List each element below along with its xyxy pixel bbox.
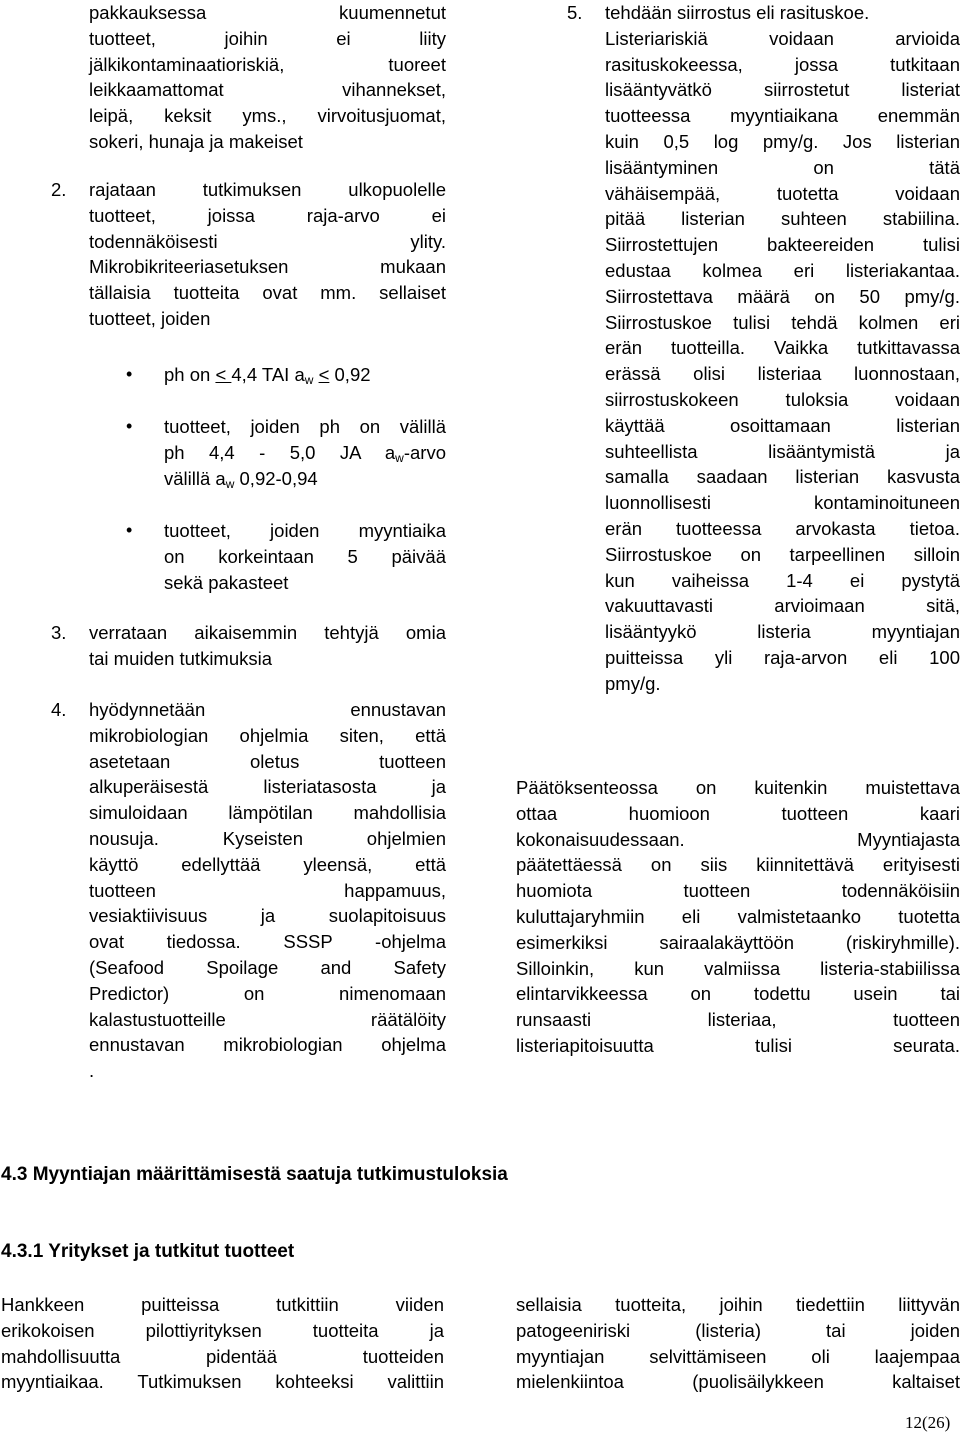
text-line: mikrobiologian ohjelmia siten, että: [89, 724, 446, 746]
text-line: tuotteen happamuus,: [89, 879, 446, 901]
text-line: tuotteet, joiden myyntiaika: [164, 520, 446, 541]
text-line: ottaa huomioon tuotteen kaari: [516, 802, 960, 824]
text-line: Siirrostuskoe on tarpeellinen silloin: [605, 543, 960, 565]
text-line: myyntiaikaa. Tutkimuksen kohteeksi valittiin: [1, 1371, 444, 1393]
text-line: rasituskokeessa, jossa tutkitaan: [605, 53, 960, 75]
text-line: mahdollisuutta pidentää tuotteiden: [1, 1345, 444, 1367]
text-line: sellaisia tuotteita, joihin tiedettiin liittyvän: [516, 1294, 960, 1315]
text-line: pakkauksessa kuumennetut: [89, 2, 446, 23]
text-line: jälkikontaminaatioriskiä, tuoreet: [89, 53, 446, 75]
text-line: Siirrostettujen bakteereiden tulisi: [605, 234, 960, 256]
text-line: vähäisempää, tuotetta voidaan: [605, 182, 960, 204]
bullet-item-2: [126, 414, 446, 491]
text-line: verrataan aikaisemmin tehtyjä omia: [89, 622, 446, 643]
item-5-body: [605, 0, 960, 697]
list-number: 3.: [51, 622, 67, 643]
text-line: lisääntyykö listeria myyntiajan: [605, 621, 960, 643]
text-line: vakuuttavasti arvioimaan sitä,: [605, 595, 960, 617]
text-line: erän tuotteilla. Vaikka tutkittavassa: [605, 337, 960, 359]
list-number: 5.: [567, 2, 583, 23]
text-line: tuotteessa myyntiaikana enemmän: [605, 105, 960, 127]
text-line: hyödynnetään ennustavan: [89, 699, 446, 720]
list-item-2: [51, 177, 446, 332]
text-line: leikkaamattomat vihannekset,: [89, 79, 446, 101]
text-line: Listeriariskiä voidaan arvioida: [605, 27, 960, 49]
bullet-item-1: [126, 362, 446, 388]
text-line: ph on < 4,4 TAI $a_w < 0,92$: [164, 364, 371, 387]
section-heading-4-3: 4.3 Myyntiajan määrittämisestä saatuja tutkimustuloksia: [1, 1164, 508, 1185]
text-line: puitteissa yli raja-arvon eli 100: [605, 646, 960, 668]
text-line: tai muiden tutkimuksia: [89, 647, 273, 669]
list-item-4: [51, 697, 446, 1084]
text-line: tuotteet, joihin ei liity: [89, 27, 446, 49]
text-line: erän tuotteessa arvokasta tietoa.: [605, 517, 960, 539]
text-line: Siirrostettava määrä on 50 pmy/g.: [605, 285, 960, 307]
text-line: siirrostuskokeen tuloksia voidaan: [605, 388, 960, 410]
text-line: Silloinkin, kun valmiissa listeria-stabiilissa: [516, 957, 960, 979]
text-line: tehdään siirrostus eli rasituskoe.: [605, 2, 870, 23]
bullet-icon: •: [126, 364, 133, 384]
text-line: välillä $a_w$ 0,92-0,94: [164, 467, 318, 491]
text-line: kuin 0,5 log pmy/g. Jos listerian: [605, 130, 960, 152]
bullet-icon: •: [126, 416, 133, 436]
bottom-left-paragraph: [1, 1292, 444, 1395]
text-line: suhteellista lisääntymistä ja: [605, 440, 960, 462]
text-line: luonnollisesti kontaminoituneen: [605, 492, 960, 514]
list-number: 4.: [51, 699, 67, 720]
text-line: Predictor) on nimenomaan: [89, 982, 446, 1004]
text-line: huomiota tuotteen todennäköisiin: [516, 880, 960, 902]
text-line: pmy/g.: [605, 672, 661, 694]
text-line: tuotteet, joissa raja-arvo ei: [89, 204, 446, 226]
text-line: edustaa kolmea eri listeriakantaa.: [605, 259, 960, 281]
text-line: leipä, keksit yms., virvoitusjuomat,: [89, 105, 446, 127]
text-line: käyttää osoittamaan listerian: [605, 414, 960, 436]
text-line: Mikrobikriteeriasetuksen mukaan: [89, 256, 446, 278]
text-line: on korkeintaan 5 päivää: [164, 545, 446, 567]
text-line: pitää listerian suhteen stabiilina.: [605, 208, 960, 230]
text-line: rajataan tutkimuksen ulkopuolelle: [89, 179, 446, 200]
text-line: ovat tiedossa. SSSP -ohjelma: [89, 931, 446, 953]
text-line: Hankkeen puitteissa tutkittiin viiden: [1, 1294, 444, 1315]
text-line: tuotteet, joiden ph on välillä: [164, 416, 446, 437]
bullet-icon: •: [126, 520, 133, 540]
text-line: .: [89, 1060, 95, 1082]
text-line: asetetaan oletus tuotteen: [89, 750, 446, 772]
page-number: 12(26): [905, 1413, 951, 1432]
text-line: tuotteet, joiden: [89, 307, 211, 329]
bottom-right-paragraph: [516, 1292, 960, 1395]
text-line: sokeri, hunaja ja makeiset: [89, 130, 303, 152]
text-line: todennäköisesti ylity.: [89, 230, 446, 252]
text-line: Päätöksenteossa on kuitenkin muistettava: [516, 777, 960, 798]
text-line: listeriapitoisuutta tulisi seurata.: [516, 1034, 960, 1056]
text-line: samalla saadaan listerian kasvusta: [605, 466, 960, 488]
text-line: mielenkiintoa (puolisäilykkeen kaltaiset: [516, 1371, 960, 1393]
text-line: kokonaisuudessaan. Myyntiajasta: [516, 828, 960, 850]
text-line: sekä pakasteet: [164, 571, 289, 593]
text-line: erikokoisen pilottiyrityksen tuotteita ja: [1, 1319, 444, 1341]
text-line: lisääntyminen on tätä: [605, 156, 960, 178]
text-line: esimerkiksi sairaalakäyttöön (riskiryhmille).: [516, 931, 960, 953]
text-line: kun vaiheissa 1-4 ei pystytä: [605, 569, 960, 591]
text-line: patogeeniriski (listeria) tai joiden: [516, 1319, 960, 1341]
list-number: 2.: [51, 179, 67, 200]
text-line: nousuja. Kyseisten ohjelmien: [89, 827, 446, 849]
right-paragraph: [516, 775, 960, 1059]
text-line: tällaisia tuotteita ovat mm. sellaiset: [89, 282, 446, 304]
text-line: käyttö edellyttää yleensä, että: [89, 853, 446, 875]
text-line: alkuperäisestä listeriatasosta ja: [89, 776, 446, 798]
list-item-5: [567, 0, 960, 697]
list-item-3: [51, 620, 446, 672]
text-line: erässä olisi listeriaa luonnostaan,: [605, 363, 960, 385]
bullet-item-3: [126, 518, 446, 595]
text-line: elintarvikkeessa on todettu usein tai: [516, 983, 960, 1005]
text-line: runsaasti listeriaa, tuotteen: [516, 1009, 960, 1031]
text-line: vesiaktiivisuus ja suolapitoisuus: [89, 905, 446, 927]
section-heading-4-3-1: 4.3.1 Yritykset ja tutkitut tuotteet: [1, 1241, 295, 1262]
text-line: ph 4,4 - 5,0 JA $a_w$-arvo: [164, 441, 446, 465]
text-line: ennustavan mikrobiologian ohjelma: [89, 1034, 446, 1056]
text-line: myyntiajan selvittämiseen oli laajempaa: [516, 1345, 960, 1367]
text-line: päätettäessä on siis kiinnitettävä erityisesti: [516, 854, 960, 876]
text-line: Siirrostuskoe tulisi tehdä kolmen eri: [605, 311, 960, 333]
text-line: simuloidaan lämpötilan mahdollisia: [89, 802, 446, 824]
text-line: (Seafood Spoilage and Safety: [89, 956, 446, 978]
left-intro: [89, 0, 446, 155]
text-line: kuluttajaryhmiin eli valmistetaanko tuotetta: [516, 905, 960, 927]
text-line: lisääntyvätkö siirrostetut listeriat: [605, 79, 960, 101]
text-line: kalastustuotteille räätälöity: [89, 1008, 446, 1030]
